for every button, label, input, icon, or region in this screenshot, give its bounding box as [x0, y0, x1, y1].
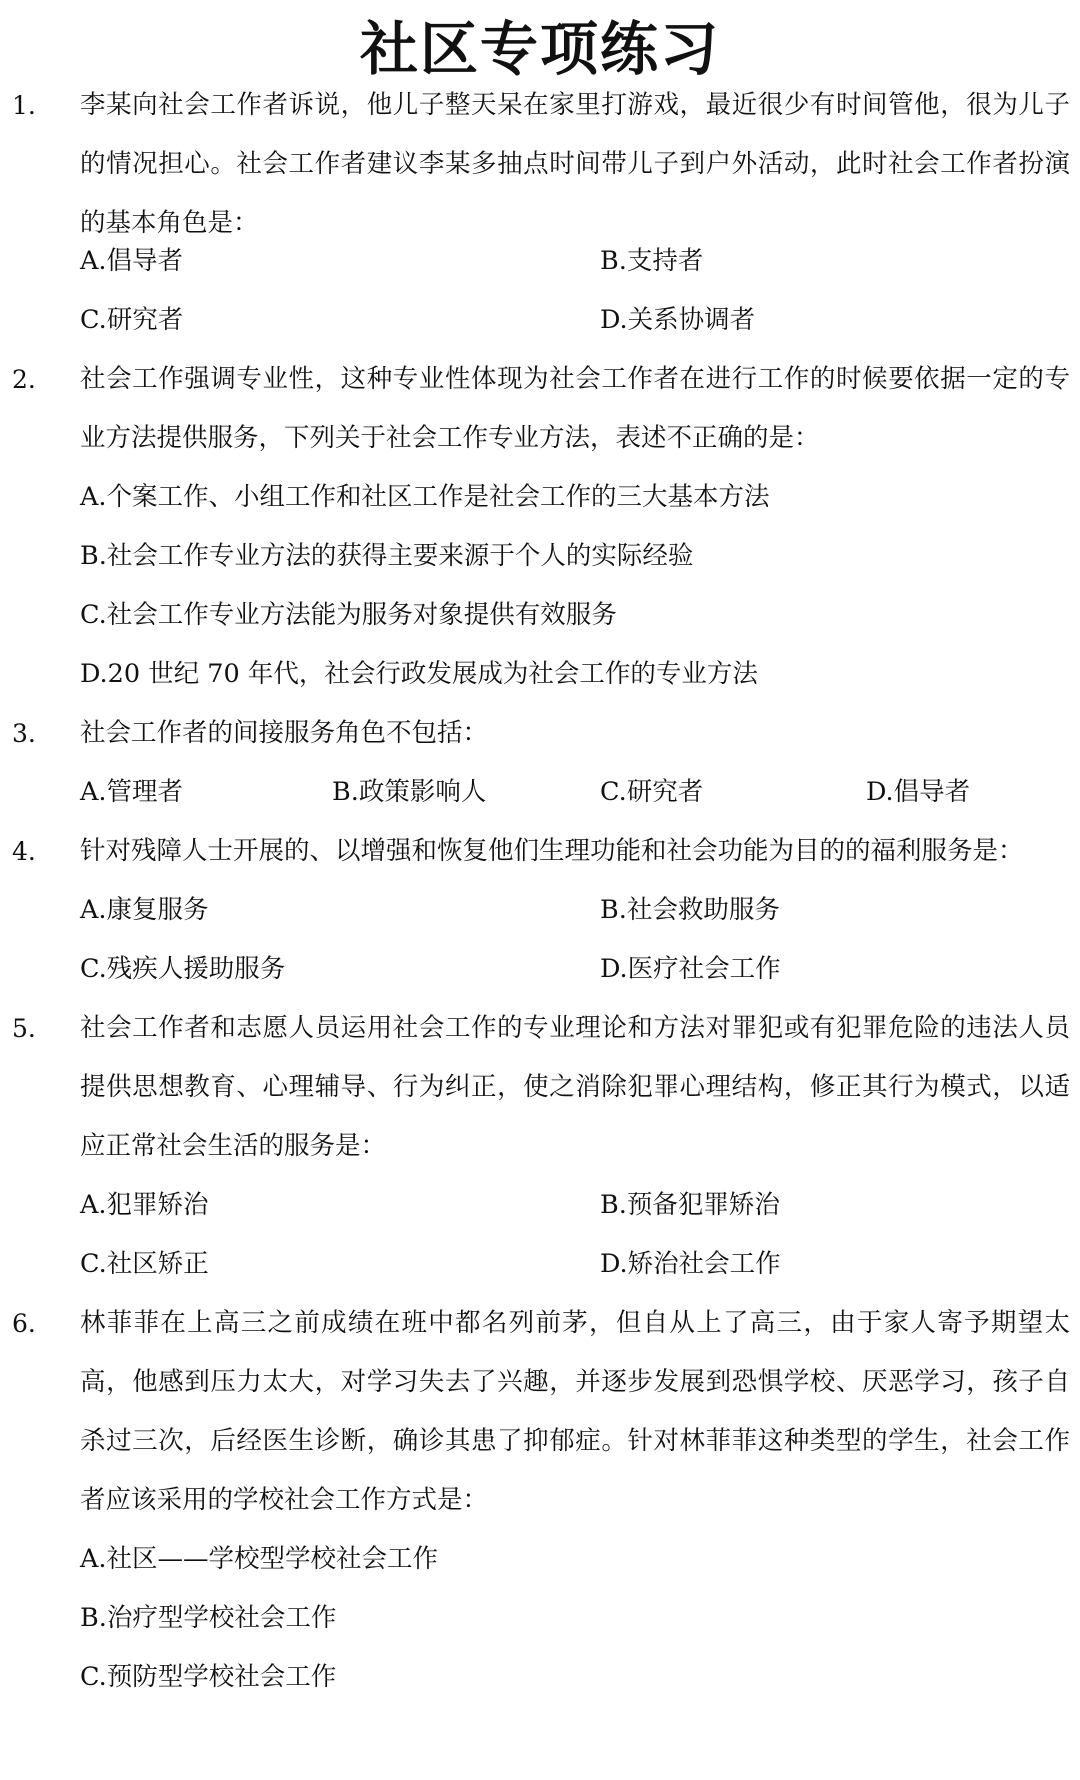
option-b: B.社会工作专业方法的获得主要来源于个人的实际经验 — [80, 541, 694, 571]
question-number: 6. — [12, 1309, 36, 1338]
option-b: B.社会救助服务 — [600, 895, 780, 925]
option-b: B.支持者 — [600, 246, 704, 276]
option-c: C.预防型学校社会工作 — [80, 1662, 337, 1692]
option-a: A.康复服务 — [80, 895, 209, 925]
option-d: D.关系协调者 — [600, 305, 756, 335]
question-number: 1. — [12, 91, 36, 120]
option-c: C.社会工作专业方法能为服务对象提供有效服务 — [80, 600, 617, 630]
option-d: D.医疗社会工作 — [600, 954, 781, 984]
page-title: 社区专项练习 — [359, 15, 720, 83]
option-a: A.社区——学校型学校社会工作 — [80, 1544, 439, 1574]
option-b: B.治疗型学校社会工作 — [80, 1603, 337, 1633]
option-c: C.研究者 — [80, 305, 184, 335]
option-b: B.政策影响人 — [332, 777, 487, 807]
question-number: 5. — [12, 1014, 36, 1043]
option-c: C.社区矫正 — [80, 1249, 209, 1279]
option-a: A.倡导者 — [80, 246, 184, 276]
question-stem: 社会工作强调专业性，这种专业性体现为社会工作者在进行工作的时候要依据一定的专业方法提供服务，下列关于社会工作专业方法，表述不正确的是： — [80, 364, 1070, 453]
question-stem: 针对残障人士开展的、以增强和恢复他们生理功能和社会功能为目的的福利服务是： — [80, 836, 1024, 866]
question-stem: 林菲菲在上高三之前成绩在班中都名列前茅，但自从上了高三，由于家人寄予期望太高，他感到压力太大，对学习失去了兴趣，并逐步发展到恐惧学校、厌恶学习，孩子自杀过三次，后经医生诊断，确诊其患了抑郁症。针对林菲菲这种类型的学生，社会工作者应该采用的学校社会工作方式是： — [80, 1308, 1070, 1515]
question-number: 2. — [12, 365, 36, 394]
question-stem: 社会工作者和志愿人员运用社会工作的专业理论和方法对罪犯或有犯罪危险的违法人员提供思想教育、心理辅导、行为纠正，使之消除犯罪心理结构，修正其行为模式，以适应正常社会生活的服务是： — [80, 1013, 1070, 1161]
option-b: B.预备犯罪矫治 — [600, 1190, 780, 1220]
question-stem: 李某向社会工作者诉说，他儿子整天呆在家里打游戏，最近很少有时间管他，很为儿子的情况担心。社会工作者建议李某多抽点时间带儿子到户外活动，此时社会工作者扮演的基本角色是： — [80, 90, 1070, 238]
question-stem: 社会工作者的间接服务角色不包括： — [80, 718, 489, 748]
option-c: C.残疾人援助服务 — [80, 954, 286, 984]
question-number: 3. — [12, 719, 36, 748]
option-c: C.研究者 — [600, 777, 704, 807]
option-a: A.管理者 — [80, 777, 184, 807]
question-number: 4. — [12, 837, 36, 866]
option-d: D.倡导者 — [866, 777, 971, 807]
option-d: D.20 世纪 70 年代，社会行政发展成为社会工作的专业方法 — [80, 659, 758, 689]
option-d: D.矫治社会工作 — [600, 1249, 781, 1279]
option-a: A.个案工作、小组工作和社区工作是社会工作的三大基本方法 — [80, 482, 770, 512]
option-a: A.犯罪矫治 — [80, 1190, 209, 1220]
